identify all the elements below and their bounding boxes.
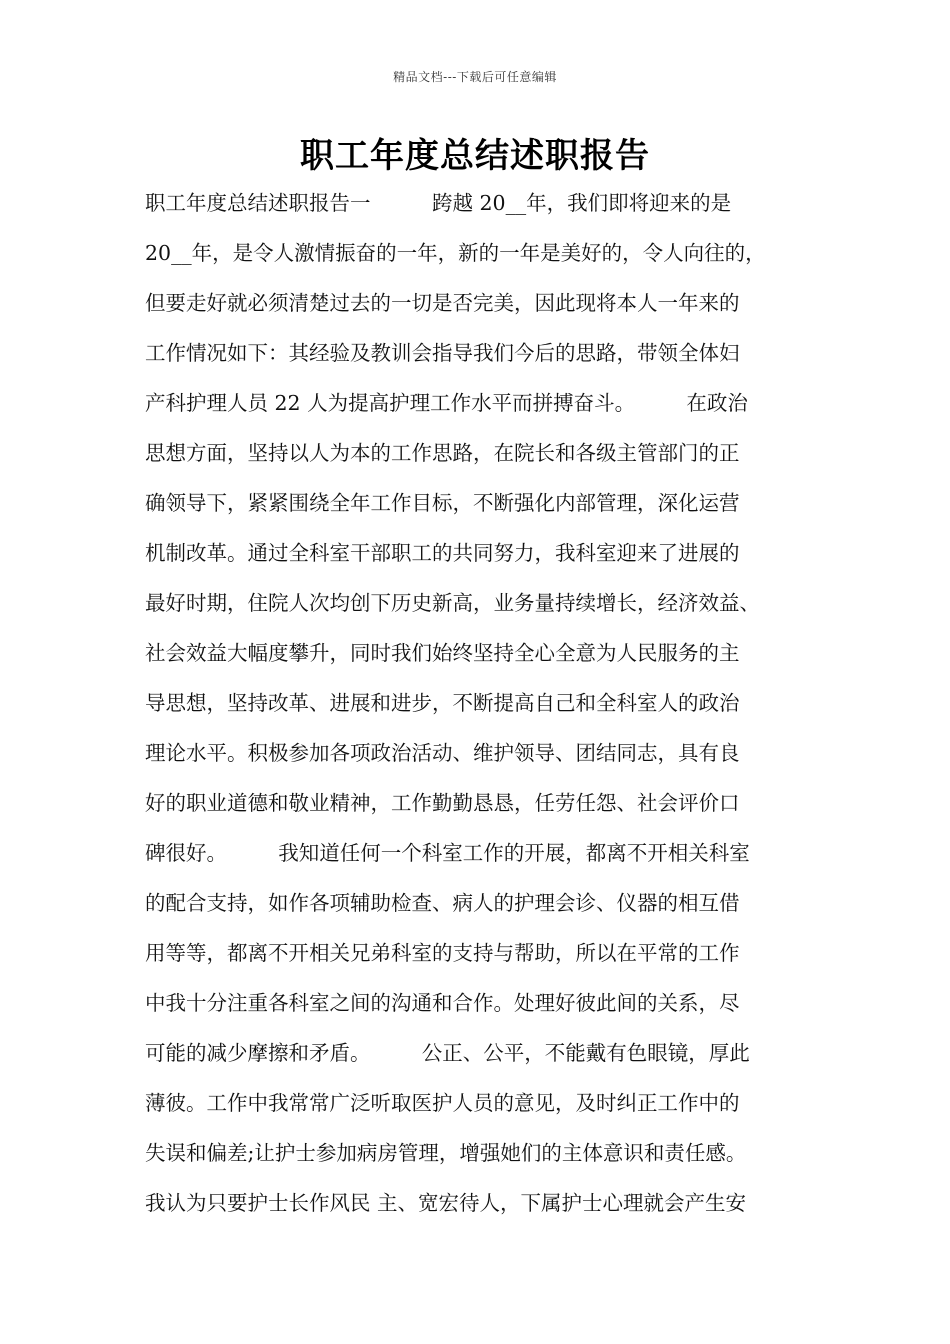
body-line: 机制改革。通过全科室干部职工的共同努力，我科室迎来了进展的 xyxy=(145,541,740,565)
body-line: 但要走好就必须清楚过去的一切是否完美，因此现将本人一年来的 xyxy=(145,291,740,315)
document-title: 职工年度总结述职报告 xyxy=(300,136,650,176)
body-line: 可能的减少摩擦和矛盾。 公正、公平，不能戴有色眼镜，厚此 xyxy=(145,1041,750,1065)
body-line: 产科护理人员 22 人为提高护理工作水平而拼搏奋斗。 在政治 xyxy=(145,391,748,415)
body-line: 最好时期，住院人次均创下历史新高，业务量持续增长，经济效益、 xyxy=(145,591,760,615)
body-line: 中我十分注重各科室之间的沟通和合作。处理好彼此间的关系，尽 xyxy=(145,991,740,1015)
body-line: 碑很好。 我知道任何一个科室工作的开展，都离不开相关科室 xyxy=(145,841,750,865)
body-line: 思想方面，坚持以人为本的工作思路，在院长和各级主管部门的正 xyxy=(145,441,740,465)
body-line: 导思想，坚持改革、进展和进步，不断提高自己和全科室人的政治 xyxy=(145,691,740,715)
body-line: 理论水平。积极参加各项政治活动、维护领导、团结同志，具有良 xyxy=(145,741,740,765)
body-line: 社会效益大幅度攀升，同时我们始终坚持全心全意为人民服务的主 xyxy=(145,641,740,665)
body-line: 用等等，都离不开相关兄弟科室的支持与帮助，所以在平常的工作 xyxy=(145,941,740,965)
body-line: 职工年度总结述职报告一 跨越 20__年，我们即将迎来的是 xyxy=(145,191,732,215)
body-line: 失误和偏差;让护士参加病房管理，增强她们的主体意识和责任感。 xyxy=(145,1141,747,1165)
body-line: 好的职业道德和敬业精神，工作勤勤恳恳，任劳任怨、社会评价口 xyxy=(145,791,740,815)
body-line: 的配合支持，如作各项辅助检查、病人的护理会诊、仪器的相互借 xyxy=(145,891,740,915)
body-line: 我认为只要护士长作风民 主、宽宏待人，下属护士心理就会产生安 xyxy=(145,1191,747,1215)
body-text xyxy=(145,178,835,1228)
body-line: 20__年，是令人激情振奋的一年，新的一年是美好的，令人向往的， xyxy=(145,241,766,265)
body-line: 工作情况如下：其经验及教训会指导我们今后的思路，带领全体妇 xyxy=(145,341,740,365)
body-line: 薄彼。工作中我常常广泛听取医护人员的意见，及时纠正工作中的 xyxy=(145,1091,740,1115)
header-note: 精品文档---下载后可任意编辑 xyxy=(393,70,557,84)
body-line: 确领导下，紧紧围绕全年工作目标，不断强化内部管理，深化运营 xyxy=(145,491,740,515)
